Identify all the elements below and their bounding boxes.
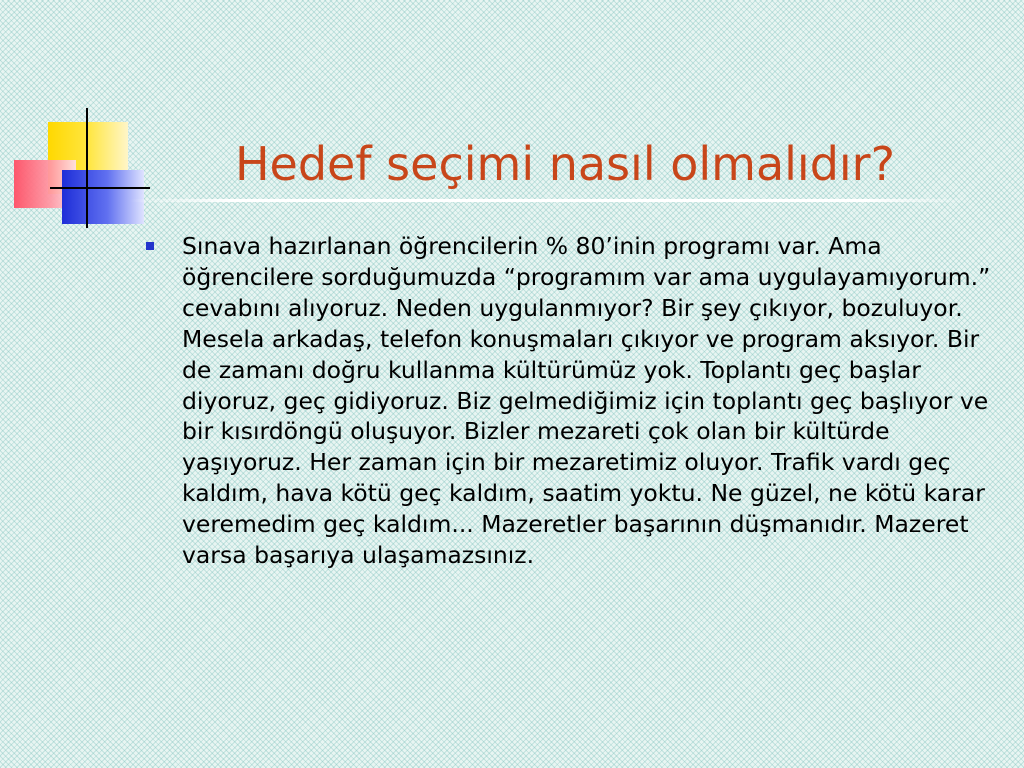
slide-title: Hedef seçimi nasıl olmalıdır? <box>234 137 896 191</box>
blue-square <box>62 170 144 224</box>
color-squares-logo <box>0 0 160 240</box>
logo-vertical-line <box>86 108 88 228</box>
bullet-text: Sınava hazırlanan öğrencilerin % 80’inin programı var. Ama öğrencilere sorduğumuzda “programım var ama uygulayamıyorum.” cevabını alıyoruz. Neden uygulanmıyor? Bir şey çıkıyor, bozuluyor. Mesela arkadaş, telefon konuşmaları çıkıyor ve program aksıyor. Bir de zamanı doğru kullanma kültürümüz yok. Toplantı geç başlar diyoruz, geç gidiyoruz. Biz gelmediğimiz için toplantı geç başlıyor ve bir kısırdöngü oluşuyor. Bizler mezareti çok olan bir kültürde yaşıyoruz. Her zaman için bir mezaretimiz oluyor. Trafik vardı geç kaldım, hava kötü geç kaldım, saatim yoktu. Ne güzel, ne kötü karar veremedim geç kaldım... Mazeretler başarının düşmanıdır. Mazeret varsa başarıya ulaşamazsınız. <box>182 232 991 570</box>
title-underline <box>130 199 970 202</box>
logo-horizontal-line <box>50 187 150 189</box>
bullet-item <box>144 231 1004 571</box>
square-bullet-icon <box>146 242 154 250</box>
bullet-list <box>144 231 1004 571</box>
